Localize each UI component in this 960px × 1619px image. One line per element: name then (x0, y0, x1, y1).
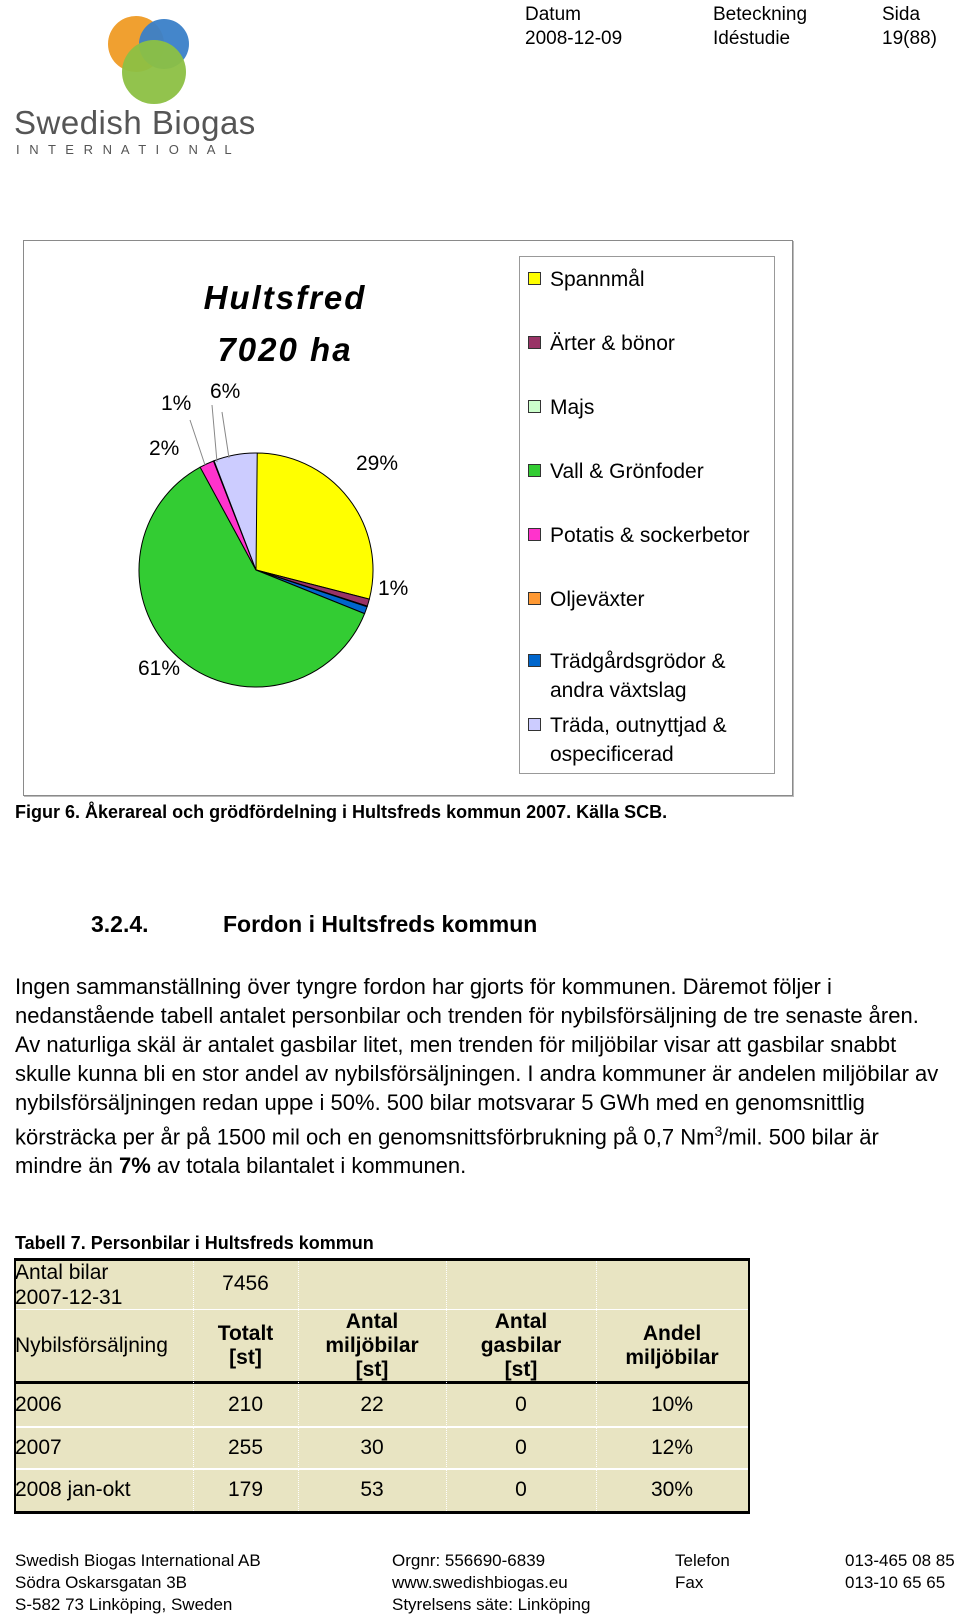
pie-value-label: 6% (210, 380, 241, 403)
table-top-border (15, 1258, 750, 1261)
footer-address (15, 1550, 261, 1616)
section-number: 3.2.4. (91, 911, 149, 937)
row-year: 2006 (15, 1393, 62, 1416)
logo-subtitle: I N T E R N A T I O N A L (16, 142, 235, 157)
footer-fax-label: Fax (675, 1573, 704, 1592)
table-col-sep (298, 1261, 299, 1511)
footer-contact-values (845, 1550, 955, 1594)
legend-label: Ärter & bönor (550, 332, 675, 355)
antal-label: Antal bilar 2007-12-31 (15, 1261, 123, 1309)
pie-leader-line (190, 420, 205, 465)
beteckning-value: Idéstudie (713, 28, 791, 49)
row-gasbilar: 0 (515, 1436, 527, 1459)
row-andel: 30% (650, 1478, 694, 1501)
legend-label: Träda, outnyttjad & ospecificerad (550, 714, 727, 766)
legend-swatch (528, 718, 541, 731)
body-bold: 7% (118, 1153, 151, 1179)
footer-orgnr: Orgnr: 556690-6839 (392, 1551, 546, 1570)
figure-caption: Figur 6. Åkerareal och grödfördelning i Hultsfreds kommun 2007. Källa SCB. (15, 802, 668, 822)
table-caption: Tabell 7. Personbilar i Hultsfreds kommun (15, 1233, 374, 1253)
table-col-sep (193, 1261, 194, 1511)
row-totalt: 179 (227, 1478, 264, 1501)
legend-label: Majs (550, 396, 595, 419)
pie-value-label: 29% (356, 452, 399, 475)
pie-value-label: 1% (161, 392, 192, 415)
body-text-2: /mil. 500 bilar är mindre än (15, 1124, 879, 1179)
body-text-1: Ingen sammanställning över tyngre fordon har gjorts för kommunen. Däremot följer i nedanstående tabell antalet personbilar och trenden för nybilsförsäljning de tre senaste åren. Av naturliga skäl är antalet gasbilar litet, men trenden för miljöbilar visar att gasbilar snabbt skulle kunna bli en stor andel av nybilsförsäljningen. I andra kommuner är andelen miljöbilar av nybilsförsäljningen redan uppe i 50%. 500 bilar motsvarar 5 GWh med en genomsnittlig körsträcka per år på 1500 mil och en genomsnittsförbrukning på 0,7 Nm (15, 974, 939, 1150)
row-andel: 10% (650, 1393, 694, 1416)
footer-org (392, 1550, 590, 1616)
row-year: 2008 jan-okt (15, 1478, 131, 1501)
datum-value: 2008-12-09 (525, 28, 623, 49)
footer-tel-label: Telefon (675, 1551, 730, 1570)
pie-leader-line (222, 412, 229, 458)
chart-legend (519, 256, 775, 774)
legend-label: Spannmål (550, 268, 645, 291)
table-right-border (748, 1258, 750, 1514)
table-row-sep (15, 1468, 748, 1470)
row-miljobilar: 30 (360, 1436, 384, 1459)
table-col-sep (446, 1261, 447, 1511)
body-text-3: av totala bilantalet i kommunen. (150, 1153, 467, 1179)
header-antal-miljobilar: Antal miljöbilar [st] (325, 1310, 419, 1381)
body-sup: 3 (714, 1123, 723, 1139)
sida-label: Sida (882, 4, 921, 25)
legend-swatch (528, 654, 541, 667)
legend-swatch (528, 336, 541, 349)
footer-seat: Styrelsens säte: Linköping (392, 1595, 591, 1614)
beteckning-label: Beteckning (713, 4, 808, 25)
pie-leader-line (212, 405, 217, 462)
sida-value: 19(88) (882, 28, 937, 49)
legend-label: Vall & Grönfoder (550, 460, 704, 483)
header-antal-gasbilar: Antal gasbilar [st] (480, 1310, 562, 1381)
header-andel-miljobilar: Andel miljöbilar (625, 1322, 719, 1369)
legend-label: Oljeväxter (550, 588, 645, 611)
row-miljobilar: 22 (360, 1393, 384, 1416)
row-gasbilar: 0 (515, 1393, 527, 1416)
footer-fax: 013-10 65 65 (845, 1573, 946, 1592)
table-row-antal-bg (15, 1261, 748, 1309)
footer-company: Swedish Biogas International AB (15, 1551, 261, 1570)
footer-tel: 013-465 08 85 (845, 1551, 955, 1570)
pie-value-label: 1% (378, 577, 409, 600)
chart-title: Hultsfred 7020 ha (203, 279, 367, 368)
row-gasbilar: 0 (515, 1478, 527, 1501)
row-year: 2007 (15, 1436, 62, 1459)
pie-chart (0, 0, 960, 800)
legend-swatch (528, 400, 541, 413)
footer-street: Södra Oskarsgatan 3B (15, 1573, 187, 1592)
pie-value-label: 2% (149, 437, 180, 460)
body-paragraph (15, 972, 945, 1180)
datum-label: Datum (525, 4, 581, 25)
logo-name: Swedish Biogas (14, 104, 256, 141)
row-totalt: 210 (227, 1393, 264, 1416)
legend-label: Trädgårdsgrödor & andra växtslag (550, 650, 726, 702)
antal-value: 7456 (222, 1272, 269, 1295)
legend-swatch (528, 592, 541, 605)
section-title: Fordon i Hultsfreds kommun (223, 911, 538, 937)
table-row-sep (15, 1426, 748, 1428)
table-bottom-border (15, 1511, 750, 1514)
row-totalt: 255 (227, 1436, 264, 1459)
pie-value-label: 61% (138, 657, 181, 680)
legend-label: Potatis & sockerbetor (550, 524, 750, 547)
header-totalt: Totalt [st] (217, 1322, 274, 1369)
table-col-sep (596, 1261, 597, 1511)
legend-swatch (528, 272, 541, 285)
footer-web: www.swedishbiogas.eu (392, 1573, 568, 1592)
row-miljobilar: 53 (360, 1478, 384, 1501)
row-andel: 12% (650, 1436, 694, 1459)
footer-city: S-582 73 Linköping, Sweden (15, 1595, 233, 1614)
footer-contact-labels (675, 1550, 730, 1594)
legend-swatch (528, 528, 541, 541)
header-nybilsforsaljning: Nybilsförsäljning (15, 1334, 168, 1357)
legend-swatch (528, 464, 541, 477)
